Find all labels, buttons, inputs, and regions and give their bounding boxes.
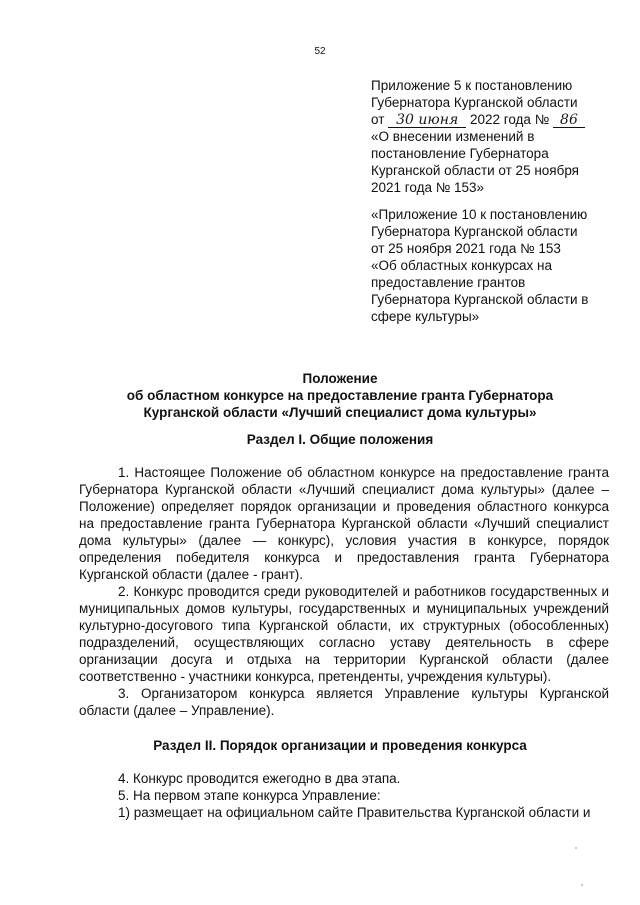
appendix-10-line: от 25 ноября 2021 года № 153 [371,241,561,256]
appendix-10-line: «Об областных конкурсах на [371,258,553,273]
appendix-5-line: 2021 года № 153» [371,180,485,195]
paragraph: 3. Организатором конкурса является Управление культуры Курганской области (далее – Управление). [79,686,609,718]
document-title [80,370,600,421]
appendix-10-line: Губернатора Курганской области в [371,292,589,307]
scan-speck [581,884,583,886]
appendix-10-line: предоставление грантов [371,275,526,290]
appendix-10-line: Губернатора Курганской области [371,224,578,239]
handwritten-date: 30 июня [396,112,459,128]
scan-speck [575,847,577,849]
paragraph: 5. На первом этапе конкурса Управление: [118,788,381,803]
appendix-5-line: «О внесении изменений в [371,129,535,144]
appendix-5-line: Приложение 5 к постановлению [371,78,573,93]
handwritten-date-field [388,113,466,128]
appendix-5-line: Курганской области от 25 ноября [371,163,579,178]
appendix-10-line: сфере культуры» [371,309,480,324]
section-2-heading: Раздел II. Порядок организации и проведения конкурса [153,738,527,753]
paragraph: 1. Настоящее Положение об областном конкурсе на предоставление гранта Губернатора Курганской области «Лучший специалист дома культуры» (далее – Положение) определяет порядок организации и проведения областного конкурса на предоставление гранта Губернатора Курганской области «Лучший специалист дома культуры» (далее — конкурс), условия участия в конкурсе, порядок определения победителя конкурса и предоставления гранта Губернатора Курганской области (далее - грант). [79,465,609,582]
paragraph: 4. Конкурс проводится ежегодно в два этапа. [118,771,401,786]
appendix-10-block [371,206,621,325]
appendix-5-block [371,77,621,196]
appendix-10-line: «Приложение 10 к постановлению [371,207,588,222]
title-line: Положение [302,371,378,386]
section-1-heading: Раздел I. Общие положения [246,432,434,447]
title-line: Курганской области «Лучший специалист дома культуры» [143,405,537,420]
appendix-5-line: постановление Губернатора [371,146,549,161]
handwritten-number-field [553,113,585,128]
appendix-5-date-line [371,111,621,128]
section-2-body [79,770,609,821]
appendix-5-year: 2022 года № [469,112,550,127]
paragraph: 2. Конкурс проводится среди руководителей и работников государственных и муниципальных домов культуры, государственных и муниципальных учреждений культурно-досугового типа Курганской области, их структурных (обособленных) подразделений, осуществляющих согласно уставу деятельность в сфере организации досуга и отдыха на территории Курганской области (далее соответственно - участники конкурса, претенденты, учреждения культуры). [79,584,609,684]
title-line: об областном конкурсе на предоставление гранта Губернатора [126,388,554,403]
handwritten-number: 86 [560,112,578,128]
appendix-5-line: Губернатора Курганской области [371,95,578,110]
appendix-5-from: от [371,112,385,127]
section-1-body [79,464,609,719]
page-number: 52 [314,46,326,57]
paragraph: 1) размещает на официальном сайте Правительства Курганской области и [118,805,591,820]
